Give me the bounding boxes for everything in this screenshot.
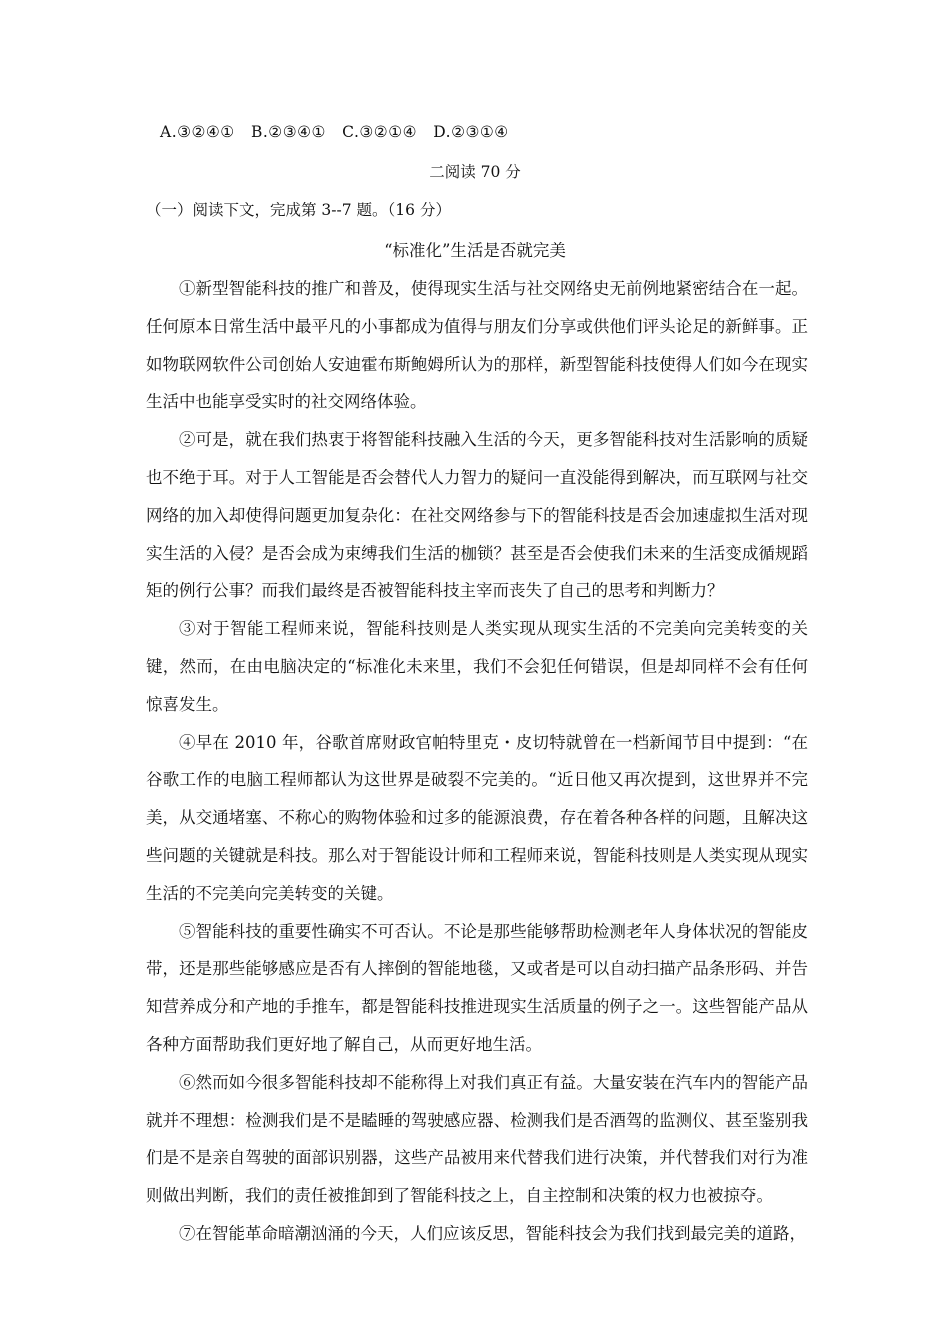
paragraph-7: ⑦在智能革命暗潮汹涌的今天，人们应该反思，智能科技会为我们找到最完美的道路，	[179, 1223, 806, 1243]
subsection-instructions: （一）阅读下文，完成第 3--7 题。（16 分）	[146, 201, 451, 219]
paragraph-4: ④早在 2010 年，谷歌首席财政官帕特里克・皮切特就曾在一档新闻节目中提到：“在谷歌工作的电脑工程师都认为这世界是破裂不完美的。“近日他又再次提到，这世界并不完美，从交通堵塞、不称心的购物体验和过多的能源浪费，存在着各种各样的问题，且解决这些问题的关键就是科技。那么对于智能设计师和工程师来说，智能科技则是人类实现从现实生活的不完美向完美转变的关键。	[146, 732, 808, 903]
paragraph-3: ③对于智能工程师来说，智能科技则是人类实现从现实生活的不完美向完美转变的关键，然而，在由电脑决定的“标准化未来里，我们不会犯任何错误，但是却同样不会有任何惊喜发生。	[146, 619, 808, 714]
paragraph-5: ⑤智能科技的重要性确实不可否认。不论是那些能够帮助检测老年人身体状况的智能皮带，还是那些能够感应是否有人摔倒的智能地毯，又或者是可以自动扫描产品条形码、并告知营养成分和产地的手推车，都是智能科技推进现实生活质量的例子之一。这些智能产品从各种方面帮助我们更好地了解自己，从而更好地生活。	[146, 921, 808, 1054]
article-title: “标准化”生活是否就完美	[384, 241, 566, 260]
article-body	[146, 270, 808, 1253]
paragraph-6: ⑥然而如今很多智能科技却不能称得上对我们真正有益。大量安装在汽车内的智能产品就并不理想：检测我们是不是瞌睡的驾驶感应器、检测我们是否酒驾的监测仪、甚至鉴别我们是不是亲自驾驶的面部识别器，这些产品被用来代替我们进行决策，并代替我们对行为准则做出判断，我们的责任被推卸到了智能科技之上，自主控制和决策的权力也被掠夺。	[146, 1072, 808, 1206]
section-title: 二阅读 70 分	[429, 163, 521, 181]
paragraph-1: ①新型智能科技的推广和普及，使得现实生活与社交网络史无前例地紧密结合在一起。任何原本日常生活中最平凡的小事都成为值得与朋友们分享或供他们评头论足的新鲜事。正如物联网软件公司创始人安迪霍布斯鲍姆所认为的那样，新型智能科技使得人们如今在现实生活中也能享受实时的社交网络体验。	[146, 279, 808, 412]
answer-options-line: A.③②④① B.②③④① C.③②①④ D.②③①④	[160, 123, 509, 141]
paragraph-2: ②可是，就在我们热衷于将智能科技融入生活的今天，更多智能科技对生活影响的质疑也不绝于耳。对于人工智能是否会替代人力智力的疑问一直没能得到解决，而互联网与社交网络的加入却使得问题更加复杂化：在社交网络参与下的智能科技是否会加速虚拟生活对现实生活的入侵？是否会成为束缚我们生活的枷锁？甚至是否会使我们未来的生活变成循规蹈矩的例行公事？而我们最终是否被智能科技主宰而丧失了自己的思考和判断力？	[146, 430, 808, 601]
